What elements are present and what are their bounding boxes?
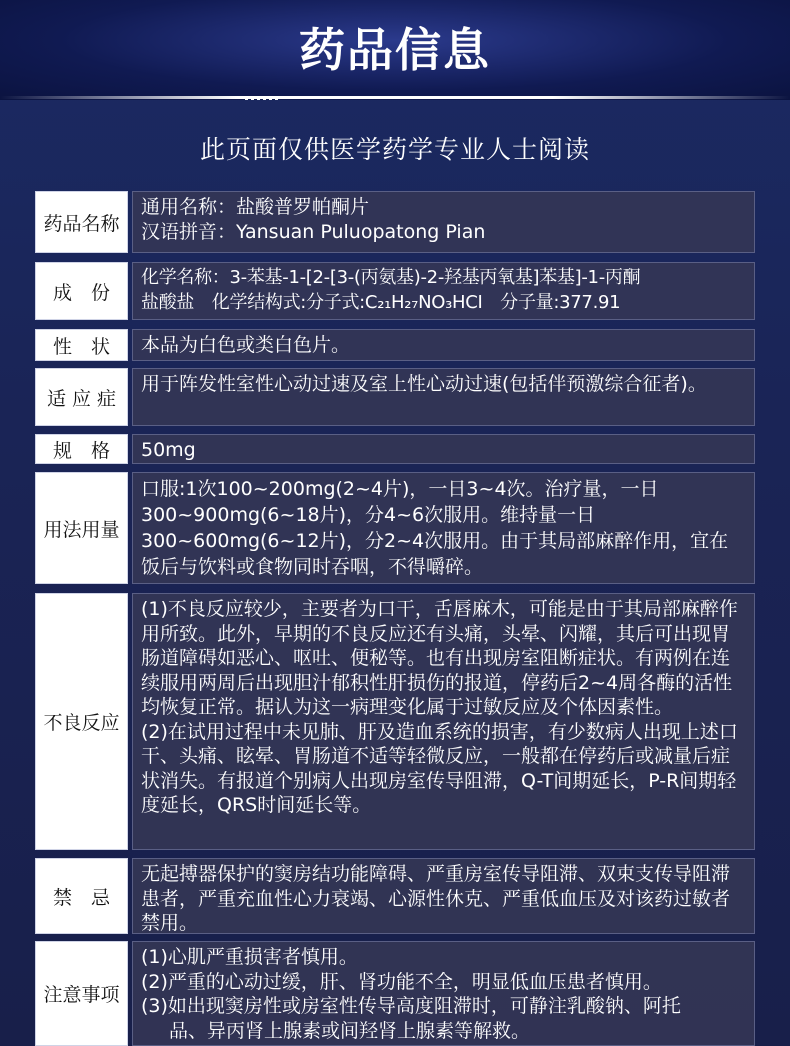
contraindications-text: 无起搏器保护的窦房结功能障碍、严重房室传导阻滞、双束支传导阻滞患者，严重充血性心力衰竭、心源性休克、严重低血压及对该药过敏者禁用。 bbox=[141, 863, 731, 934]
label-composition: 成 份 bbox=[35, 262, 128, 320]
label-drug-name: 药品名称 bbox=[35, 191, 128, 253]
header-dots bbox=[245, 97, 281, 100]
row-precautions bbox=[35, 941, 755, 1046]
label-appearance: 性 状 bbox=[35, 329, 128, 361]
value-contraindications bbox=[132, 858, 755, 934]
row-adverse-reactions bbox=[35, 593, 755, 850]
adverse-reaction-2: (2)在试用过程中未见肺、肝及造血系统的损害，有少数病人出现上述口干、头痛、眩晕、胃肠道不适等轻微反应，一般都在停药后或减量后症状消失。有报道个别病人出现房室传导阻滞，Q-T间期延长，P-R间期轻度延长，QRS时间延长等。 bbox=[141, 720, 738, 816]
row-dosage bbox=[35, 472, 755, 584]
header-banner bbox=[0, 0, 790, 100]
row-specification bbox=[35, 434, 755, 464]
precaution-3: (3)如出现窦房性或房室性传导高度阻滞时，可静注乳酸钠、阿托 bbox=[141, 995, 681, 1017]
value-adverse-reactions bbox=[132, 593, 755, 850]
header-divider bbox=[0, 96, 790, 99]
chemical-name: 化学名称：3-苯基-1-[2-[3-(丙氨基)-2-羟基丙氧基]苯基]-1-丙酮 bbox=[141, 267, 641, 288]
row-composition bbox=[35, 262, 755, 320]
label-contraindications: 禁 忌 bbox=[35, 858, 128, 934]
drug-pinyin-name: 汉语拼音：Yansuan Puluopatong Pian bbox=[141, 220, 486, 243]
value-appearance bbox=[132, 329, 755, 361]
precaution-2: (2)严重的心动过缓，肝、肾功能不全，明显低血压患者慎用。 bbox=[141, 970, 662, 993]
value-composition bbox=[132, 262, 755, 320]
value-specification bbox=[132, 434, 755, 464]
label-specification: 规 格 bbox=[35, 434, 128, 464]
molecular-formula: 盐酸盐 化学结构式:分子式:C₂₁H₂₇NO₃HCI 分子量:377.91 bbox=[141, 291, 621, 313]
row-contraindications bbox=[35, 858, 755, 934]
value-indications bbox=[132, 368, 755, 426]
row-indications bbox=[35, 368, 755, 426]
adverse-reaction-1: (1)不良反应较少，主要者为口干，舌唇麻木，可能是由于其局部麻醉作用所致。此外，早期的不良反应还有头痛，头晕、闪耀，其后可出现胃肠道障碍如恶心、呕吐、便秘等。也有出现房室阻断症状。有两例在连续服用两周后出现胆汁郁积性肝损伤的报道，停药后2~4周各酶的活性均恢复正常。据认为这一病理变化属于过敏反应及个体因素性。 bbox=[141, 598, 738, 718]
dosage-text: 口服:1次100~200mg(2~4片)，一日3~4次。治疗量，一日300~900mg(6~18片)，分4~6次服用。维持量一日300~600mg(6~12片)，分2~4次服用。由于其局部麻醉作用，宜在饭后与饮料或食物同时吞咽，不得嚼碎。 bbox=[141, 478, 729, 578]
indications-text: 用于阵发性室性心动过速及室上性心动过速(包括伴预激综合征者)。 bbox=[141, 373, 707, 395]
label-adverse-reactions: 不良反应 bbox=[35, 593, 128, 850]
precaution-3-continued: 品、异丙肾上腺素或间羟肾上腺素等解救。 bbox=[169, 1019, 531, 1042]
professional-notice: 此页面仅供医学药学专业人士阅读 bbox=[199, 135, 590, 164]
page-title: 药品信息 bbox=[299, 23, 491, 77]
precaution-1: (1)心肌严重损害者慎用。 bbox=[141, 946, 358, 968]
value-drug-name bbox=[132, 191, 755, 253]
drug-generic-name: 通用名称：盐酸普罗帕酮片 bbox=[141, 196, 370, 218]
row-appearance bbox=[35, 329, 755, 361]
row-drug-name bbox=[35, 191, 755, 253]
appearance-text: 本品为白色或类白色片。 bbox=[141, 334, 351, 356]
label-precautions: 注意事项 bbox=[35, 941, 128, 1046]
specification-text: 50mg bbox=[141, 439, 196, 461]
label-indications: 适 应 症 bbox=[35, 368, 128, 426]
value-dosage bbox=[132, 472, 755, 584]
value-precautions bbox=[132, 941, 755, 1046]
label-dosage: 用法用量 bbox=[35, 472, 128, 584]
